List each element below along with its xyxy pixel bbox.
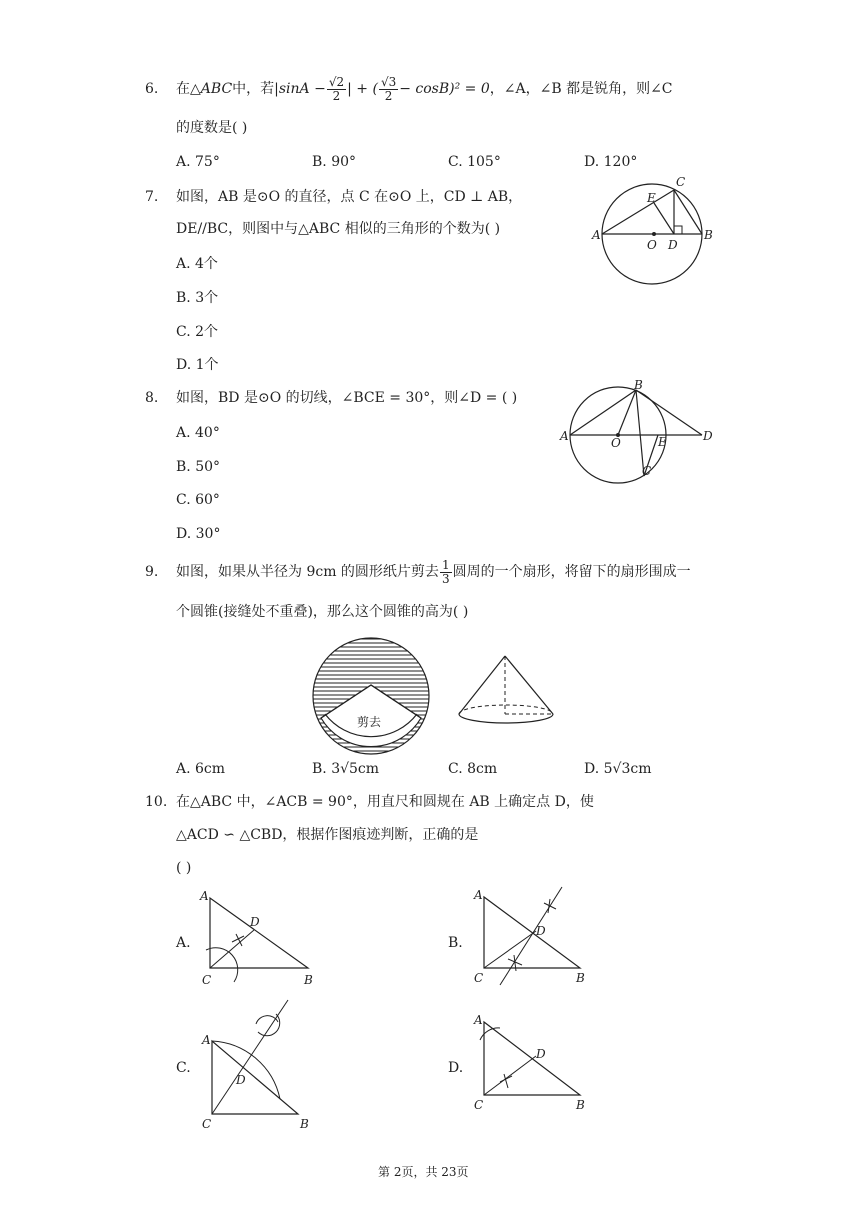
q10d-label-d: D (536, 1047, 546, 1061)
q10-figure-b (470, 885, 600, 990)
q9-stem-line1 (176, 552, 691, 592)
q10-option-a[interactable]: A. (176, 935, 191, 951)
q7-option-d[interactable]: D. 1个 (176, 357, 219, 373)
q10a-label-a: A (200, 889, 209, 903)
q9-cone-right-edge (505, 656, 553, 714)
q6-option-a[interactable]: A. 75° (176, 154, 220, 170)
q6-eq-zero: ² = 0 (454, 81, 490, 97)
q9-cone-base-front (459, 714, 553, 723)
q10-stem-line3: ( ) (176, 860, 192, 876)
q10d-label-c: C (474, 1098, 484, 1112)
q8-label-a: A (560, 429, 569, 443)
q6-stem-line1 (176, 69, 673, 109)
q10d-label-a: A (474, 1013, 483, 1027)
q6-abc: ABC (200, 81, 233, 97)
q9-stem-line2: 个圆锥(接缝处不重叠)，那么这个圆锥的高为( ) (176, 604, 469, 620)
q7-label-c: C (676, 175, 686, 189)
q10b-bisector (500, 887, 562, 985)
q10b-label-b: B (576, 971, 585, 985)
q10d-label-b: B (576, 1098, 585, 1112)
q6-cosB: − cosB) (399, 81, 455, 97)
q8-label-o: O (611, 436, 621, 450)
q9-cone-left-edge (459, 656, 505, 714)
q9-option-a[interactable]: A. 6cm (176, 761, 226, 777)
q10-figure-a (198, 890, 323, 990)
q10c-perpendicular (212, 1000, 288, 1114)
q10d-cross-mark (500, 1074, 512, 1088)
q6-sinA: |sinA − (274, 81, 326, 97)
q10-option-d[interactable]: D. (448, 1060, 464, 1076)
q10d-arc (480, 1028, 500, 1040)
q6-option-d[interactable]: D. 120° (584, 154, 638, 170)
q9-option-b[interactable]: B. 3√5cm (312, 761, 380, 777)
q8-tangent-figure (560, 380, 720, 480)
q10a-label-d: D (250, 915, 260, 929)
q10c-label-c: C (202, 1117, 212, 1131)
q10b-line-cd (484, 931, 536, 968)
q8-label-b: B (634, 378, 643, 392)
q10a-label-c: C (202, 973, 212, 987)
q10-figure-c (198, 996, 323, 1131)
q7-line-de (654, 203, 674, 234)
q10b-label-d: D (536, 924, 546, 938)
q7-label-o: O (647, 238, 657, 252)
q8-option-a[interactable]: A. 40° (176, 425, 220, 441)
q7-center-dot (652, 232, 656, 236)
q9-disk-figure (305, 638, 445, 758)
q10-option-c[interactable]: C. (176, 1060, 191, 1076)
q10b-label-a: A (474, 888, 483, 902)
q8-line-ab (570, 390, 636, 435)
q8-option-b[interactable]: B. 50° (176, 459, 221, 475)
q7-option-c[interactable]: C. 2个 (176, 324, 219, 340)
q7-line-bc (674, 190, 702, 234)
q10d-line-cd (484, 1056, 536, 1095)
q9-cut-label: 剪去 (357, 715, 382, 729)
q8-tangent-bd (636, 390, 702, 435)
q8-option-c[interactable]: C. 60° (176, 492, 220, 508)
q9-text-b: 圆周的一个扇形，将留下的扇形围成一 (452, 564, 691, 580)
q7-option-a[interactable]: A. 4个 (176, 256, 218, 272)
q8-option-d[interactable]: D. 30° (176, 526, 221, 542)
q6-text-pre: 在△ (176, 81, 201, 97)
q10c-label-d: D (236, 1073, 246, 1087)
q10-figure-d (470, 1010, 600, 1115)
q7-number: 7. (145, 189, 159, 205)
q7-stem-line1: 如图，AB 是⊙O 的直径，点 C 在⊙O 上，CD ⊥ AB， (176, 189, 523, 205)
q7-option-b[interactable]: B. 3个 (176, 290, 219, 306)
q10-number: 10. (145, 794, 168, 810)
q8-label-d: D (703, 429, 713, 443)
q7-circle-figure (592, 172, 722, 287)
q10a-triangle (210, 898, 308, 968)
q6-option-c[interactable]: C. 105° (448, 154, 501, 170)
q6-plus: | + ( (347, 81, 378, 97)
q6-frac-sqrt3: $\frac{√3}{2}$ (380, 74, 397, 103)
q9-option-d[interactable]: D. 5√3cm (584, 761, 652, 777)
q10a-line-cd (210, 930, 254, 968)
q8-number: 8. (145, 390, 159, 406)
page-footer: 第 2页，共 23页 (378, 1165, 469, 1179)
q10b-cross-top (544, 899, 556, 913)
q8-label-c: C (642, 464, 652, 478)
q10c-label-a: A (202, 1033, 211, 1047)
q10b-label-c: C (474, 971, 484, 985)
q7-label-b: B (704, 228, 713, 242)
q10c-triangle (212, 1041, 298, 1114)
q9-cone-base-back (459, 705, 553, 714)
q8-stem: 如图，BD 是⊙O 的切线，∠BCE = 30°，则∠D = ( ) (176, 390, 518, 406)
q9-fraction: $\frac{1}{3}$ (441, 557, 450, 586)
q6-text-if: 中，若 (232, 81, 275, 97)
q7-label-a: A (592, 228, 601, 242)
q7-label-d: D (668, 238, 678, 252)
q9-option-c[interactable]: C. 8cm (448, 761, 498, 777)
q9-number: 9. (145, 564, 159, 580)
q6-stem-line2: 的度数是( ) (176, 120, 248, 136)
q7-stem-line2: DE//BC，则图中与△ABC 相似的三角形的个数为( ) (176, 221, 501, 237)
q9-text-a: 如图，如果从半径为 9cm 的圆形纸片剪去 (176, 564, 439, 580)
q6-number: 6. (145, 81, 159, 97)
q10a-label-b: B (304, 973, 313, 987)
q7-right-angle-mark (674, 226, 682, 234)
q6-option-b[interactable]: B. 90° (312, 154, 357, 170)
q6-angles-text: ，∠A，∠B 都是锐角，则∠C (489, 81, 673, 97)
q7-label-e: E (647, 191, 656, 205)
q6-frac-sqrt2: $\frac{√2}{2}$ (328, 74, 345, 103)
q10c-label-b: B (300, 1117, 309, 1131)
q7-line-ac (602, 190, 674, 234)
q8-label-e: E (658, 435, 667, 449)
q10-option-b[interactable]: B. (448, 935, 463, 951)
q9-cone-figure (455, 652, 560, 730)
q10-stem-line1: 在△ABC 中，∠ACB = 90°，用直尺和圆规在 AB 上确定点 D，使 (176, 794, 594, 810)
q10-stem-line2: △ACD ∽ △CBD，根据作图痕迹判断，正确的是 (176, 827, 479, 843)
